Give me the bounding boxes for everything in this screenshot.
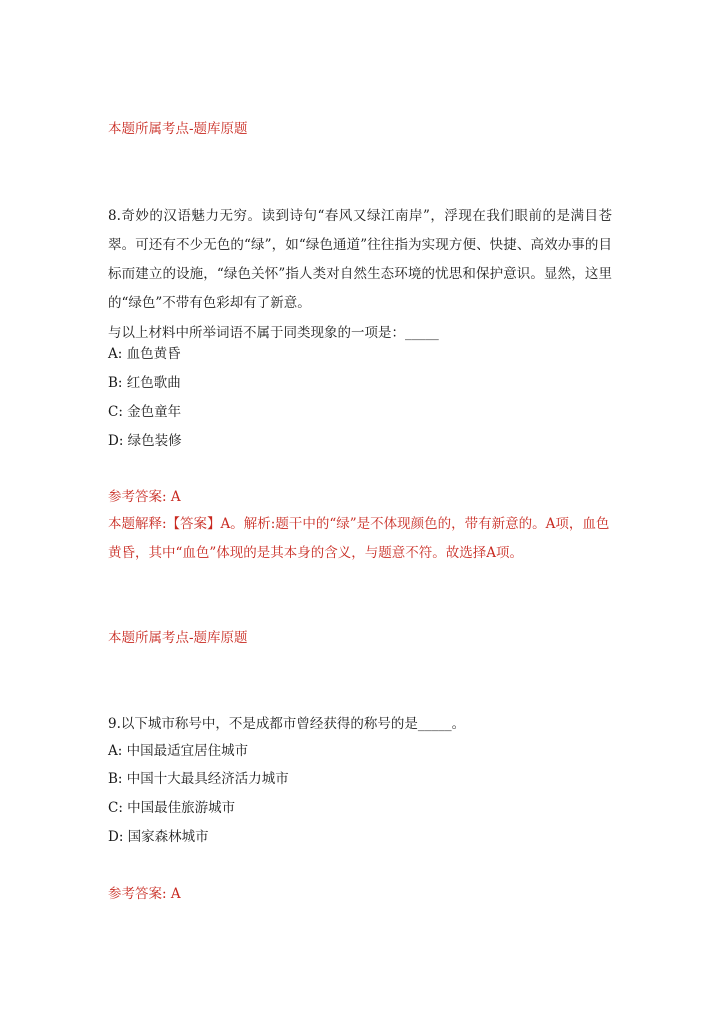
question-9-option-a: A: 中国最适宜居住城市 bbox=[108, 743, 249, 759]
question-8-option-c: C: 金色童年 bbox=[108, 404, 182, 420]
question-8-option-d: D: 绿色装修 bbox=[108, 433, 182, 449]
question-8-answer: 参考答案: A bbox=[108, 489, 181, 505]
question-8-explanation: 本题解释:【答案】A。解析:题干中的“绿”是不体现颜色的，带有新意的。A项，血色黄昏，其中“血色”体现的是其本身的含义，与题意不符。故选择A项。 bbox=[108, 516, 610, 561]
question-9-option-d: D: 国家森林城市 bbox=[108, 829, 209, 845]
question-8-prompt: 与以上材料中所举词语不属于同类现象的一项是：_____ bbox=[108, 325, 439, 341]
source-label-q8: 本题所属考点-题库原题 bbox=[108, 630, 248, 646]
question-9-answer: 参考答案: A bbox=[108, 886, 181, 902]
question-8-option-b: B: 红色歌曲 bbox=[108, 375, 181, 391]
source-label-top: 本题所属考点-题库原题 bbox=[108, 121, 248, 137]
question-8-stem: 8.奇妙的汉语魅力无穷。读到诗句“春风又绿江南岸”，浮现在我们眼前的是满目苍翠。可还有不少无色的“绿”，如“绿色通道”往往指为实现方便、快捷、高效办事的目标而建立的设施，“绿色关怀”指人类对自然生态环境的忧思和保护意识。显然，这里的“绿色”不带有色彩却有了新意。 bbox=[108, 208, 612, 311]
question-8-option-a: A: 血色黄昏 bbox=[108, 346, 181, 362]
question-9-option-b: B: 中国十大最具经济活力城市 bbox=[108, 771, 289, 787]
question-9-option-c: C: 中国最佳旅游城市 bbox=[108, 800, 236, 816]
question-9-stem: 9.以下城市称号中，不是成都市曾经获得的称号的是_____。 bbox=[108, 716, 466, 732]
